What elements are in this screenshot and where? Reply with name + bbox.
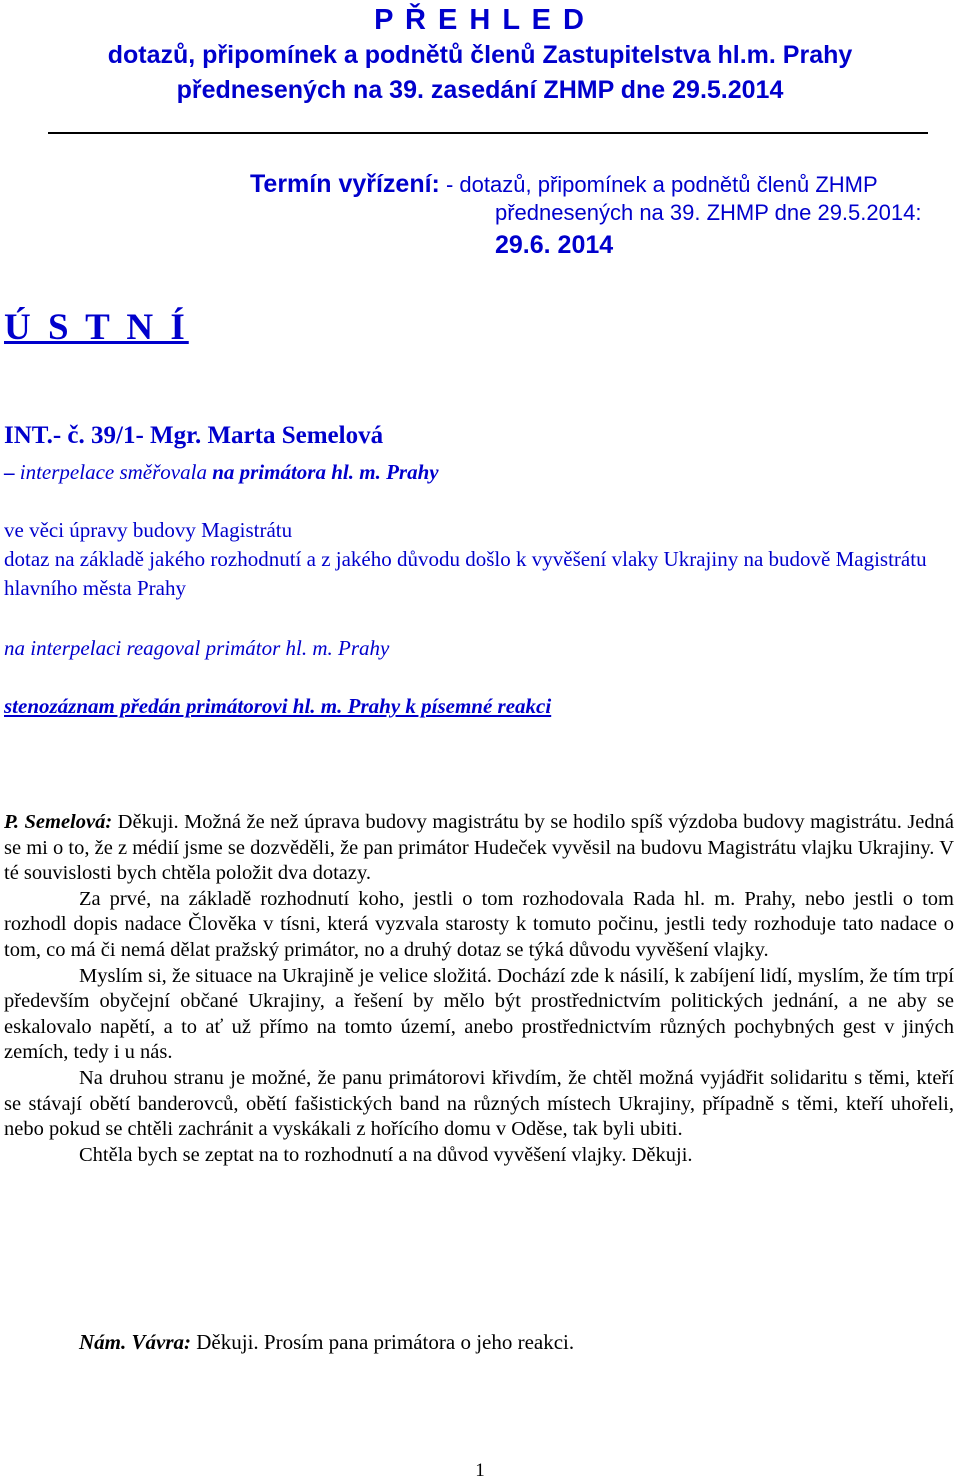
deadline-label: Termín vyřízení: <box>250 170 440 198</box>
interpelation-number: INT.- č. 39/1- Mgr. Marta Semelová <box>4 422 384 449</box>
interpelation-question: dotaz na základě jakého rozhodnutí a z jakého důvodu došlo k vyvěšení vlaky Ukrajiny na budově Magistrátu hlavního města Prahy <box>4 547 927 600</box>
speaker-vavra: Nám. Vávra: <box>79 1330 191 1354</box>
interpelation-dash: – <box>4 460 15 484</box>
transcript-paragraph-2: Za prvé, na základě rozhodnutí koho, jestli o tom rozhodovala Rada hl. m. Prahy, nebo jestli o tom rozhodl dopis nadace Člověka v tísni, která vyzvala starosty k tomuto počinu, jestli tedy rozhoduje tato nadace o tom, co má či nemá dělat pražský primátor, no a druhý dotaz se týká důvodu vyvěšení vlajky. <box>4 887 954 961</box>
document-subtitle-2: přednesených na 39. zasedání ZHMP dne 29.5.2014 <box>176 76 784 104</box>
interpelation-subject-block <box>4 516 954 603</box>
page-number: 1 <box>475 1460 485 1481</box>
transcript-paragraph-1 <box>4 810 954 887</box>
directed-to: na primátora hl. m. Prahy <box>212 460 439 484</box>
transcript <box>4 810 954 1168</box>
transcript-paragraph-5: Chtěla bych se zeptat na to rozhodnutí a na důvod vyvěšení vlajky. Děkuji. <box>79 1143 693 1166</box>
document-title: P Ř E H L E D <box>374 4 586 36</box>
section-heading: Ú S T N Í <box>4 307 189 348</box>
interpelation-response: na interpelaci reagoval primátor hl. m. Prahy <box>4 636 390 660</box>
deadline-text-1: - dotazů, připomínek a podnětů členů ZHMP <box>439 172 878 197</box>
header-divider <box>48 132 928 134</box>
directed-prefix: interpelace směřovala <box>14 460 213 484</box>
document-header <box>0 2 960 108</box>
steno-note: stenozáznam předán primátorovi hl. m. Prahy k písemné reakci <box>4 694 552 718</box>
transcript-text-1: Děkuji. Možná že než úprava budovy magistrátu by se hodilo spíš výzdoba budovy magistrátu. Jedná se mi o to, že z médií jsme se dozvěděli, že pan primátor Hudeček vyvěsil na budovu Magistrátu vlajku Ukrajiny. V té souvislosti bych chtěla položit dva dotazy. <box>4 811 955 885</box>
transcript-text-6: Děkuji. Prosím pana primátora o jeho reakci. <box>191 1330 575 1354</box>
transcript-paragraph-3: Myslím si, že situace na Ukrajině je velice složitá. Dochází zde k násilí, k zabíjení lidí, myslím, že tím trpí především obyčejní občané Ukrajiny, a řešení by mělo být prostřednictvím politických jednání, a ne aby se eskalovalo napětí, a to ať už přímo na tomto území, anebo prostřednictvím různých pochybných gest v jiných zemích, tedy i u nás. <box>4 964 954 1064</box>
deadline-text-2: přednesených na 39. ZHMP dne 29.5.2014: <box>495 200 922 225</box>
speaker-semelova: P. Semelová: <box>4 811 113 833</box>
transcript-paragraph-4: Na druhou stranu je možné, že panu primátorovi křivdím, že chtěl možná vyjádřit solidaritu s těmi, kteří se stávají obětí banderovců, obětí fašistických band na různých místech Ukrajiny, případně s těmi, kteří uhořeli, nebo pokud se chtěli zachránit a vyskákali z hořícího domu v Oděse, tak byli ubiti. <box>4 1066 954 1141</box>
transcript-paragraph-6 <box>79 1330 574 1355</box>
interpelation-directed <box>4 460 439 485</box>
deadline-date: 29.6. 2014 <box>495 231 614 259</box>
document-subtitle-1: dotazů, připomínek a podnětů členů Zastupitelstva hl.m. Prahy <box>107 41 853 69</box>
interpelation-subject: ve věci úpravy budovy Magistrátu <box>4 518 293 542</box>
deadline-block <box>250 170 921 263</box>
